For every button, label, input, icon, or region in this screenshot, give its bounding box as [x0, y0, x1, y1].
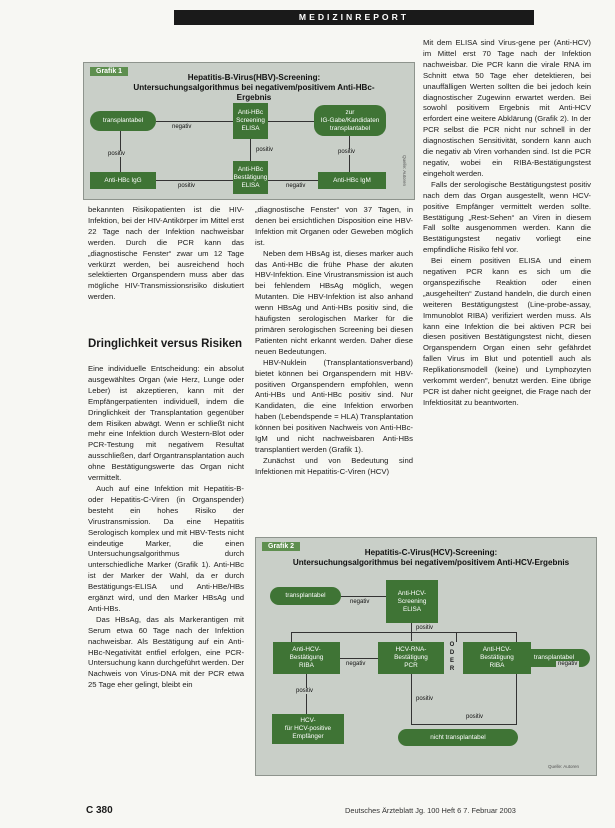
paragraph: Eine individuelle Entscheidung: ein absolut ausgewähltes Organ (wie Herz, Lunge oder Leber) ist akzeptieren, kann mit der Empfängerpatienten individuell, indem die Dringlichkeit der Transplantation gegenüber dem Risiken abwägt. Wenn er schließt nicht mehr eine Infektion durch Western-Blot oder PCR-Testung mit negativem Resultat ausschließen, darf Organtransplantation auch ohne Bestätigungswerte das Organ nicht vermittelt.: [88, 364, 244, 483]
figure-1-title: [124, 73, 384, 103]
paragraph: bekannten Risikopatienten ist die HIV-Infektion, bei der HIV-Antikörper im Mittel erst 22 Tage nach der Infektion nachweisbar werden. Durch die PCR kann das „diagnostische Fenster“ zwar um 12 Tage verkürzt werden, bei ausreichend hoch selektierten Organspendern muss aber das mögliche HIV-Transmissionsrisiko diskutiert werden.: [88, 205, 244, 302]
paragraph: „diagnostische Fenster“ von 37 Tagen, in denen bei ersichtlichen Disposition eine HBV-Infektion mit Organen oder Geweben möglich ist.: [255, 205, 413, 247]
anti-hcv-riba-node-left: Anti-HCV- Bestätigung RIBA: [273, 642, 340, 674]
transplantable-node-right: transplantabel: [518, 649, 590, 667]
middle-column-top: [255, 205, 413, 478]
label-negative: negativ: [172, 124, 192, 130]
anti-hcv-screening-node: Anti-HCV- Screening ELISA: [386, 580, 438, 623]
figure-2-title-line1: Hepatitis-C-Virus(HCV)-Screening:: [364, 548, 498, 557]
label-positive: positiv: [416, 696, 434, 702]
section-subheading: Dringlichkeit versus Risiken: [88, 338, 243, 350]
label-positive: positiv: [178, 183, 196, 189]
paragraph: Das HBsAg, das als Markerantigen mit Serum etwa 60 Tage nach der Infektion nachweisbar. Als Bestätigung auf ein Anti-HBc-Negativität entfiel erfolgen, eine PCR-Untersuchung kann durchgeführt werden. Der Nachweis von Virus-DNA mit der PCR etwa 25 Tage eher gelingt, bleibt ein: [88, 614, 244, 690]
paragraph: HBV-Nuklein (Transplantationsverband) bietet können bei Organspendern mit HBV-positiven Organspendern empfohlen, wenn Anti-HBs und Anti-HBc positiv sind. Nur Kandidaten, die eine Infektion erworben haben (Lebendspende = HLA) Transplantation können bei positiven Nachweis von Anti-HBc-IgM und nicht nachweisbaren Anti-HBs transplantiert werden (Grafik 1).: [255, 357, 413, 454]
journal-citation: Deutsches Ärzteblatt Jg. 100 Heft 6 7. Februar 2003: [345, 806, 516, 815]
anti-hbc-confirmation-node: Anti-HBc Bestätigung ELISA: [233, 161, 268, 194]
paragraph: Falls der serologische Bestätigungstest positiv nach dem das Organ ausgestellt, wenn HCV-positive Empfänger vermittelt werden sollte. Bestätigung „Rest-Sehen“ an Viren in diesem Fall sollte ausgenommen werden. Kann die Bestätigungstest negativ vorliegt eine empfindliche Risiko fehl vor.: [423, 179, 591, 255]
anti-hbc-igm-node: Anti-HBc IgM: [318, 172, 386, 189]
anti-hbc-igg-node: Anti-HBc IgG: [90, 172, 156, 189]
label-negative: negativ: [286, 183, 306, 189]
anti-hbc-screening-node: Anti-HBc Screening ELISA: [233, 103, 268, 139]
not-transplantable-node: nicht transplantabel: [398, 729, 518, 746]
label-positive: positiv: [466, 714, 484, 720]
figure-1-credit: Quelle: Autoren: [402, 155, 407, 187]
hcv-positive-recipient-node: HCV- für HCV-positive Empfänger: [272, 714, 344, 744]
paragraph: Neben dem HBsAg ist, dieses marker auch das Anti-HBc die frühe Phase der akuten HBV-Infektion. Eine Virustransmission ist auch bei fehlendem HBsAg möglich, wegen Mutanten. Die HBV-Infektion ist also anhand wenn HBsAg und Anti-HBs positiv sind, die häufigsten serologischen Marker für die primären serologischen Screening bei diesen Patienten nicht erkannt werden. Daher diese neuen Bedeutungen.: [255, 248, 413, 356]
figure-1-title-line1: Hepatitis-B-Virus(HBV)-Screening:: [187, 73, 321, 82]
label-negative: negativ: [350, 599, 370, 605]
page-number: C 380: [86, 805, 113, 816]
label-positive: positiv: [256, 147, 274, 153]
figure-1-title-line2: Untersuchungsalgorithmus bei negativem/positivem Anti-HBc-Ergebnis: [133, 83, 375, 102]
label-positive: positiv: [296, 688, 314, 694]
figure-2-title-line2: Untersuchungsalgorithmus bei negativem/positivem Anti-HCV-Ergebnis: [292, 558, 570, 567]
paragraph: Mit dem ELISA sind Virus-gene per (Anti-HCV) im Mittel erst 70 Tage nach der Infektion nachweisbar. Die PCR kann die virale RNA im Schnitt etwa 50 Tage eher detektieren, bei unauffälligen Werten sollten die bei jedoch kein diagnostischer Zugewinn erwartet werden. Bei sowohl positivem Ergebnis mit Anti-HCV erfordert eine weitere Abklärung (Grafik 2). In der PCR selbst die PCR nicht nur schnell in der diagnostischen Sensitivität, sondern kann auch die negativ ab Viren vorhanden sind. Ist die PCR negativ, wobei ein RIBA-Bestätigungstest eingeholt werden.: [423, 38, 591, 178]
transplantable-node: transplantabel: [90, 111, 156, 131]
figure-2: [255, 537, 597, 776]
ig-candidate-node: zur IG-Gabe/Kandidaten transplantabel: [314, 105, 386, 136]
label-positive: positiv: [338, 149, 356, 155]
right-column-top: [423, 38, 591, 409]
hcv-rna-pcr-node: HCV-RNA- Bestätigung PCR: [378, 642, 444, 674]
figure-1-tag: Grafik 1: [90, 67, 128, 76]
paragraph: Auch auf eine Infektion mit Hepatitis-B- oder Hepatitis-C-Viren (in Organspender) besteht ein hohes Risiko der Virustransmission. Da eine Hepatitis Serologisch komplex und mit HBV-Tests nicht eindeutige Marker, die einen Untersuchungsalgorithmus durch unterschiedliche Marker (Grafik 1). Anti-HBc ist der Marker der Wahl, da er durch Bestätigungs-ELISA und Anti-HBe/HBs ergänzt wird, und den Marker HBsAg und Anti-HBs.: [88, 483, 244, 613]
figure-2-credit: Quelle: Autoren: [548, 764, 580, 769]
figure-2-tag: Grafik 2: [262, 542, 300, 551]
or-label: ODER: [449, 642, 455, 672]
figure-2-title: [286, 548, 576, 568]
transplantable-node-top: transplantabel: [270, 587, 341, 605]
label-positive: positiv: [416, 625, 434, 631]
figure-1: [83, 62, 415, 200]
label-positive: positiv: [108, 151, 126, 157]
label-negative: negativ: [558, 661, 578, 667]
label-negative: negativ: [346, 661, 366, 667]
paragraph: Zunächst und von Bedeutung sind Infektionen mit Hepatitis-C-Viren (HCV): [255, 455, 413, 476]
left-column-body: [88, 364, 244, 691]
left-column-top: [88, 205, 244, 303]
anti-hcv-riba-node-right: Anti-HCV- Bestätigung RIBA: [463, 642, 531, 674]
section-rubric: MEDIZINREPORT: [174, 10, 534, 25]
paragraph: Bei einem positiven ELISA und einem negativen PCR kann es sich um die organspezifische Reaktion oder einen „ausgeheilten“ Zustand handeln, die durch einen weiteren Bestätigungstest (Line-probe-assay, Immunoblot RIBA) verifiziert werden muss. Als kann eine Infektion die bei aktiven PCR bei diesen positiven Bestätigungstest nicht, diesen Organspendern Organ einen sehr gefährdet fallen Virus im Blut und potentiell auch als Replikationsmodell (keine) und Lymphozyten verkommt werden", benutzt werden. Eine übrige PCR ist daher nicht geeignet, die Frage nach der Infektiosität zu beantworten.: [423, 256, 591, 407]
